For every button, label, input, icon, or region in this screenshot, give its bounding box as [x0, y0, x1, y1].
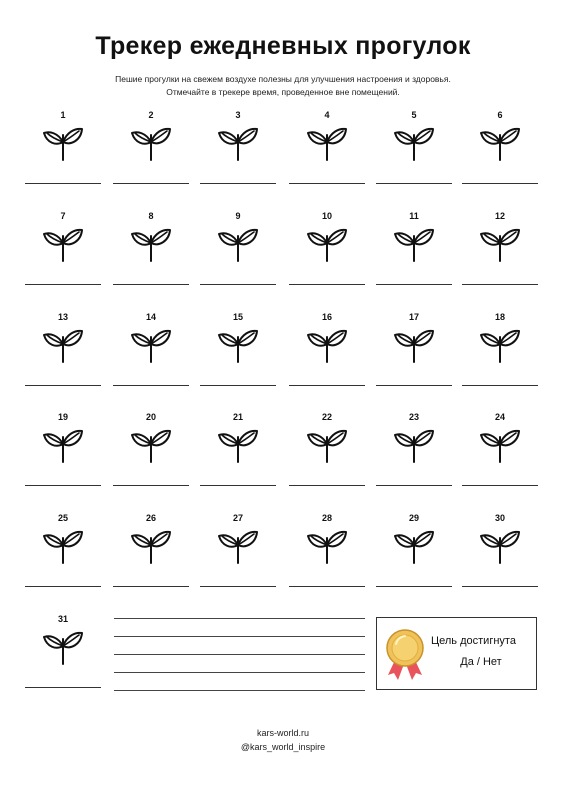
sprout-icon [393, 220, 435, 262]
day-number: 1 [60, 110, 66, 120]
day-cell[interactable] [200, 513, 276, 593]
notes-line[interactable] [114, 654, 365, 655]
day-cell[interactable] [462, 211, 538, 291]
day-entry-line[interactable] [25, 586, 101, 587]
day-cell[interactable] [289, 211, 365, 291]
goal-box [376, 617, 537, 690]
day-entry-line[interactable] [376, 183, 452, 184]
day-entry-line[interactable] [200, 586, 276, 587]
day-entry-line[interactable] [462, 385, 538, 386]
day-number: 3 [235, 110, 241, 120]
day-entry-line[interactable] [462, 284, 538, 285]
day-number: 2 [148, 110, 154, 120]
day-entry-line[interactable] [200, 183, 276, 184]
day-cell[interactable] [113, 312, 189, 392]
sprout-icon [42, 522, 84, 564]
page-subtitle-line2: Отмечайте в трекере время, проведенное вне помещений. [166, 87, 400, 97]
day-entry-line[interactable] [113, 586, 189, 587]
day-number: 5 [411, 110, 417, 120]
page-subtitle-line1: Пешие прогулки на свежем воздухе полезны для улучшения настроения и здоровья. [115, 74, 451, 84]
sprout-icon [42, 623, 84, 665]
day-cell[interactable] [462, 110, 538, 190]
sprout-icon [217, 421, 259, 463]
day-entry-line[interactable] [113, 485, 189, 486]
day-entry-line[interactable] [25, 183, 101, 184]
day-cell[interactable] [376, 110, 452, 190]
sprout-icon [306, 321, 348, 363]
day-cell[interactable] [376, 513, 452, 593]
day-number: 15 [232, 312, 243, 322]
notes-line[interactable] [114, 636, 365, 637]
day-cell[interactable] [200, 412, 276, 492]
day-number: 4 [324, 110, 330, 120]
day-cell[interactable] [113, 211, 189, 291]
day-number: 7 [60, 211, 66, 221]
day-entry-line[interactable] [25, 284, 101, 285]
day-entry-line[interactable] [289, 284, 365, 285]
day-cell[interactable] [25, 513, 101, 593]
page-title: Трекер ежедневных прогулок [95, 32, 471, 60]
day-entry-line[interactable] [376, 385, 452, 386]
notes-line[interactable] [114, 690, 365, 691]
medal-icon [385, 628, 425, 684]
footer-handle: @kars_world_inspire [240, 742, 326, 752]
footer-site: kars-world.ru [256, 728, 309, 738]
sprout-icon [393, 119, 435, 161]
sprout-icon [130, 421, 172, 463]
day-cell[interactable] [113, 110, 189, 190]
day-entry-line[interactable] [113, 183, 189, 184]
day-entry-line[interactable] [376, 284, 452, 285]
goal-title: Цель достигнута [431, 635, 516, 647]
day-number: 24 [494, 412, 505, 422]
day-number: 14 [145, 312, 156, 322]
day-number: 21 [232, 412, 243, 422]
day-cell[interactable] [200, 211, 276, 291]
day-entry-line[interactable] [25, 485, 101, 486]
sprout-icon [306, 421, 348, 463]
day-cell[interactable] [113, 412, 189, 492]
day-entry-line[interactable] [113, 284, 189, 285]
day-cell[interactable] [376, 312, 452, 392]
day-number: 25 [57, 513, 68, 523]
sprout-icon [393, 421, 435, 463]
day-cell[interactable] [462, 513, 538, 593]
sprout-icon [217, 119, 259, 161]
sprout-icon [393, 522, 435, 564]
day-number: 12 [494, 211, 505, 221]
sprout-icon [479, 119, 521, 161]
day-entry-line[interactable] [462, 485, 538, 486]
day-cell[interactable] [25, 312, 101, 392]
day-number: 19 [57, 412, 68, 422]
day-entry-line[interactable] [200, 485, 276, 486]
sprout-icon [42, 421, 84, 463]
day-number: 6 [497, 110, 503, 120]
day-entry-line[interactable] [376, 586, 452, 587]
sprout-icon [393, 321, 435, 363]
day-cell[interactable] [25, 110, 101, 190]
day-number: 8 [148, 211, 154, 221]
day-number: 30 [494, 513, 505, 523]
day-entry-line[interactable] [289, 385, 365, 386]
day-entry-line[interactable] [289, 485, 365, 486]
day-number: 27 [232, 513, 243, 523]
day-entry-line[interactable] [200, 284, 276, 285]
day-number: 16 [321, 312, 332, 322]
day-number: 13 [57, 312, 68, 322]
day-cell[interactable] [200, 312, 276, 392]
notes-line[interactable] [114, 672, 365, 673]
sprout-icon [306, 522, 348, 564]
day-cell[interactable] [376, 211, 452, 291]
sprout-icon [479, 220, 521, 262]
day-cell[interactable] [289, 513, 365, 593]
day-cell[interactable] [25, 614, 101, 694]
sprout-icon [130, 522, 172, 564]
day-entry-line[interactable] [376, 485, 452, 486]
day-entry-line[interactable] [462, 586, 538, 587]
day-number: 22 [321, 412, 332, 422]
sprout-icon [42, 321, 84, 363]
day-number: 28 [321, 513, 332, 523]
day-number: 17 [408, 312, 419, 322]
day-number: 23 [408, 412, 419, 422]
day-cell[interactable] [25, 211, 101, 291]
sprout-icon [479, 522, 521, 564]
day-cell[interactable] [289, 110, 365, 190]
sprout-icon [130, 321, 172, 363]
day-entry-line[interactable] [25, 385, 101, 386]
day-cell[interactable] [25, 412, 101, 492]
day-number: 9 [235, 211, 241, 221]
sprout-icon [217, 321, 259, 363]
sprout-icon [217, 220, 259, 262]
day-cell[interactable] [462, 312, 538, 392]
day-entry-line[interactable] [462, 183, 538, 184]
day-entry-line[interactable] [200, 385, 276, 386]
sprout-icon [217, 522, 259, 564]
day-number: 18 [494, 312, 505, 322]
day-entry-line[interactable] [25, 687, 101, 688]
day-entry-line[interactable] [289, 183, 365, 184]
sprout-icon [42, 119, 84, 161]
sprout-icon [130, 119, 172, 161]
sprout-icon [42, 220, 84, 262]
day-number: 11 [409, 211, 419, 221]
day-cell[interactable] [376, 412, 452, 492]
goal-choice[interactable]: Да / Нет [460, 656, 502, 668]
sprout-icon [306, 119, 348, 161]
day-entry-line[interactable] [113, 385, 189, 386]
sprout-icon [306, 220, 348, 262]
sprout-icon [130, 220, 172, 262]
day-number: 10 [321, 211, 332, 221]
day-cell[interactable] [200, 110, 276, 190]
day-number: 31 [57, 614, 68, 624]
day-entry-line[interactable] [289, 586, 365, 587]
day-number: 29 [408, 513, 419, 523]
sprout-icon [479, 321, 521, 363]
day-number: 26 [145, 513, 156, 523]
sprout-icon [479, 421, 521, 463]
notes-line[interactable] [114, 618, 365, 619]
day-cell[interactable] [289, 312, 365, 392]
day-number: 20 [145, 412, 156, 422]
day-cell[interactable] [462, 412, 538, 492]
day-cell[interactable] [113, 513, 189, 593]
day-cell[interactable] [289, 412, 365, 492]
